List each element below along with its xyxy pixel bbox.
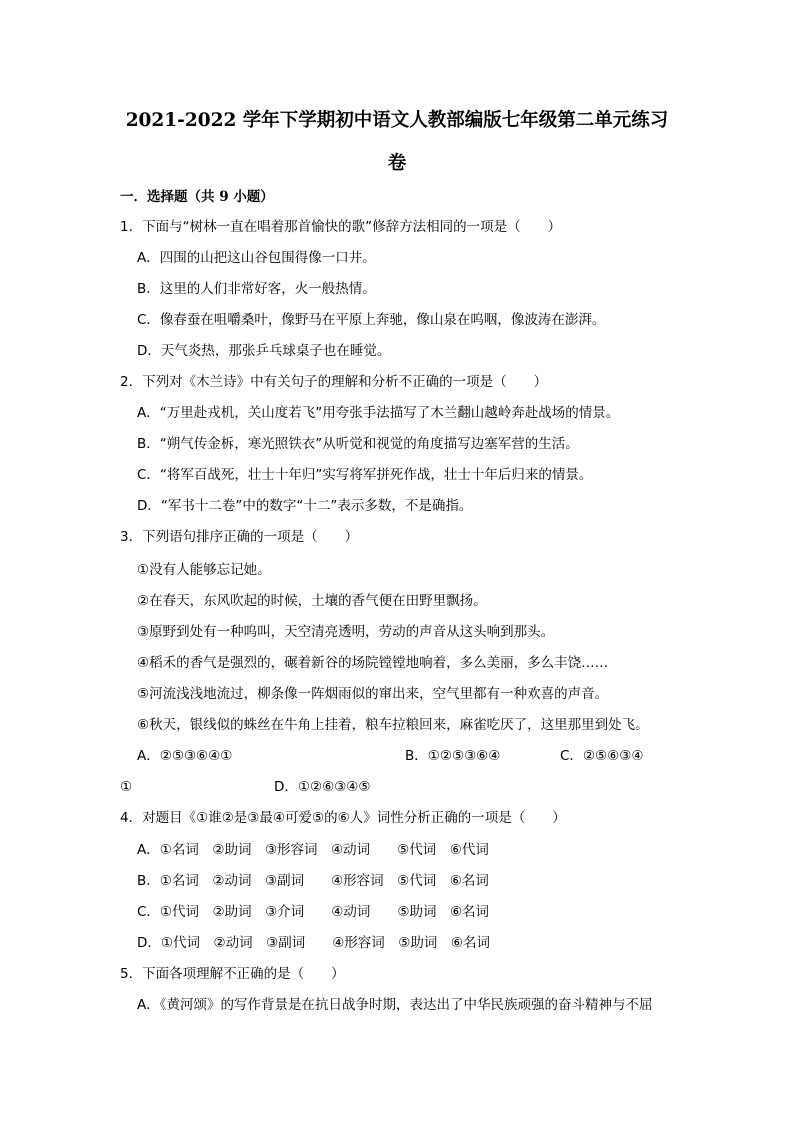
q3-sentence-1: ①没有人能够忘记她。 [137, 562, 271, 578]
q5-option-a: A．《黄河颂》的写作背景是在抗日战争时期，表达出了中华民族顽强的奋斗精神与不屈 [137, 997, 653, 1013]
q4-option-c: C．①代词 ②助词 ③介词 ④动词 ⑤助词 ⑥名词 [137, 904, 490, 920]
q4-option-d: D．①代词 ②动词 ③副词 ④形容词 ⑤助词 ⑥名词 [137, 935, 491, 951]
q3-sentence-4: ④稻禾的香气是强烈的，碾着新谷的场院镗镗地响着，多么美丽，多么丰饶…… [137, 655, 609, 671]
q3-option-d: D．①②⑥③④⑤ [274, 779, 371, 795]
q3-option-c: C．②⑤⑥③④ [560, 748, 644, 764]
q3-sentence-6: ⑥秋天，银线似的蛛丝在牛角上挂着，粮车拉粮回来，麻雀吃厌了，这里那里到处飞。 [137, 717, 649, 733]
exam-title-line1: 2021-2022 学年下学期初中语文人教部编版七年级第二单元练习 [125, 110, 669, 131]
q3-option-b: B．①②⑤③⑥④ [405, 748, 501, 764]
q1-stem: 1．下面与“树林一直在唱着那首愉快的歌”修辞方法相同的一项是（ ） [120, 219, 562, 235]
q4-stem: 4．对题目《①谁②是③最④可爱⑤的⑥人》词性分析正确的一项是（ ） [120, 810, 566, 826]
q1-option-b: B．这里的人们非常好客，火一般热情。 [137, 281, 376, 297]
exam-title-line2: 卷 [387, 153, 407, 174]
q4-option-b: B．①名词 ②动词 ③副词 ④形容词 ⑤代词 ⑥名词 [137, 873, 489, 889]
q2-option-b: B．“朔气传金柝，寒光照铁衣”从听觉和视觉的角度描写边塞军营的生活。 [137, 436, 579, 452]
q2-option-a: A．“万里赴戎机，关山度若飞”用夸张手法描写了木兰翻山越岭奔赴战场的情景。 [137, 405, 620, 421]
q3-sentence-2: ②在春天，东风吹起的时候，土壤的香气便在田野里飘扬。 [137, 593, 487, 609]
q3-sentence-3: ③原野到处有一种呜叫，天空清亮透明，劳动的声音从这头响到那头。 [137, 624, 555, 640]
q3-option-a: A．②⑤③⑥④① [137, 748, 233, 764]
q3-option-c-continued: ① [120, 779, 133, 795]
q4-option-a: A．①名词 ②助词 ③形容词 ④动词 ⑤代词 ⑥代词 [137, 842, 489, 858]
q5-stem: 5．下面各项理解不正确的是（ ） [120, 966, 345, 982]
q2-option-c: C．“将军百战死，壮士十年归”实写将军拼死作战，壮士十年后归来的情景。 [137, 467, 593, 483]
q1-option-c: C．像春蚕在咀嚼桑叶，像野马在平原上奔驰，像山泉在呜咽，像波涛在澎湃。 [137, 312, 606, 328]
section-heading: 一．选择题（共 9 小题） [120, 189, 274, 205]
q2-stem: 2．下列对《木兰诗》中有关句子的理解和分析不正确的一项是（ ） [120, 374, 548, 390]
q3-sentence-5: ⑤河流浅浅地流过，柳条像一阵烟雨似的窜出来，空气里都有一种欢喜的声音。 [137, 686, 609, 702]
q3-stem: 3．下列语句排序正确的一项是（ ） [120, 529, 359, 545]
q1-option-a: A．四围的山把这山谷包围得像一口井。 [137, 250, 376, 266]
q1-option-d: D．天气炎热，那张乒乓球桌子也在睡觉。 [137, 343, 391, 359]
q2-option-d: D．“军书十二卷”中的数字“十二”表示多数，不是确指。 [137, 498, 473, 514]
